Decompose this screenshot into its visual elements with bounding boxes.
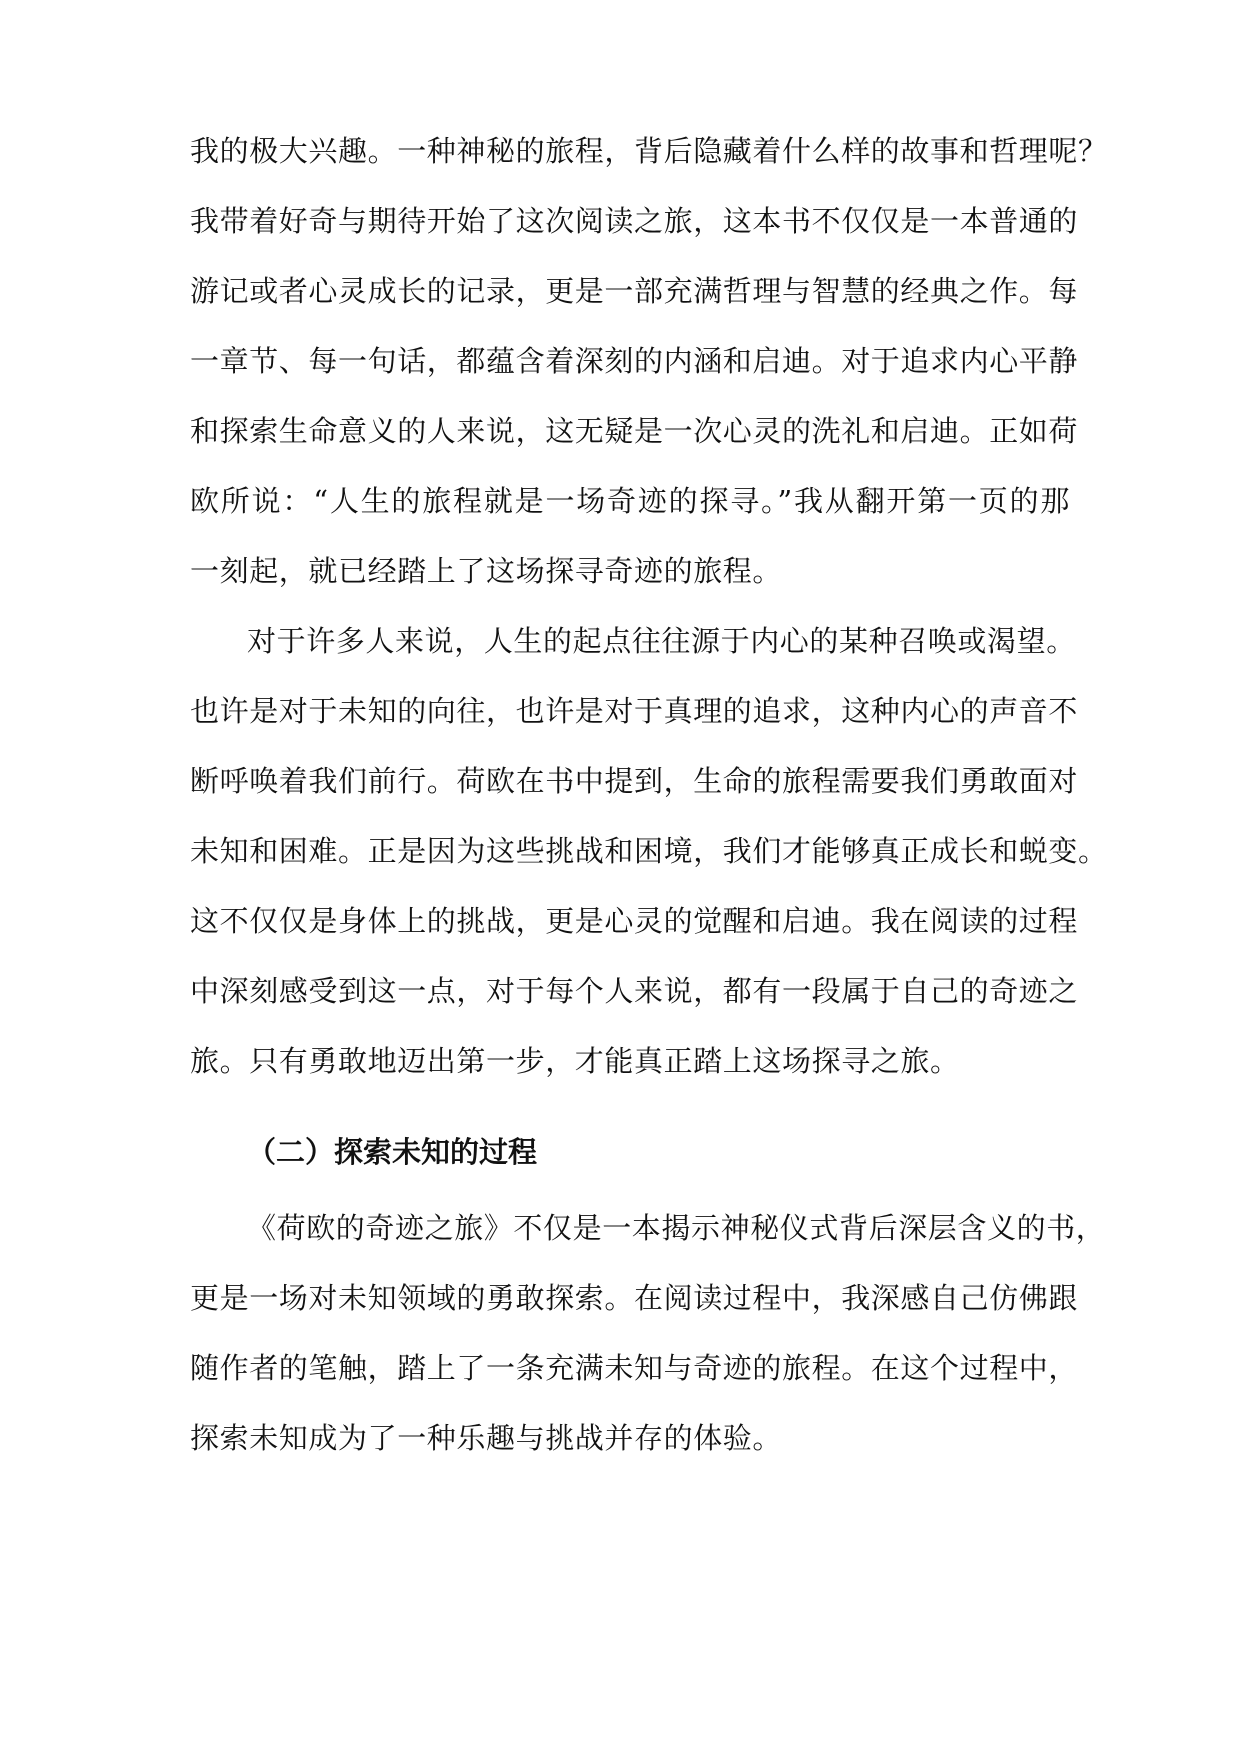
- paragraph-1-line-5: 和探索生命意义的人来说，这无疑是一次心灵的洗礼和启迪。正如荷: [190, 414, 1079, 448]
- paragraph-1-line-3: 游记或者心灵成长的记录，更是一部充满哲理与智慧的经典之作。每: [190, 274, 1079, 308]
- paragraph-3-line-1: 《荷欧的奇迹之旅》不仅是一本揭示神秘仪式背后深层含义的书，: [247, 1211, 1106, 1245]
- paragraph-1-line-7: 一刻起，就已经踏上了这场探寻奇迹的旅程。: [190, 554, 783, 588]
- paragraph-2-line-4: 未知和困难。正是因为这些挑战和困境，我们才能够真正成长和蜕变。: [190, 834, 1108, 868]
- paragraph-1-line-4: 一章节、每一句话，都蕴含着深刻的内涵和启迪。对于追求内心平静: [190, 344, 1079, 378]
- paragraph-3-line-2: 更是一场对未知领域的勇敢探索。在阅读过程中，我深感自己仿佛跟: [190, 1281, 1079, 1315]
- paragraph-2-line-3: 断呼唤着我们前行。荷欧在书中提到，生命的旅程需要我们勇敢面对: [190, 764, 1079, 798]
- paragraph-1-line-1: 我的极大兴趣。一种神秘的旅程，背后隐藏着什么样的故事和哲理呢？: [190, 134, 1108, 168]
- paragraph-2-line-7: 旅。只有勇敢地迈出第一步，才能真正踏上这场探寻之旅。: [190, 1044, 960, 1078]
- paragraph-2-line-6: 中深刻感受到这一点，对于每个人来说，都有一段属于自己的奇迹之: [190, 974, 1079, 1008]
- paragraph-3-line-3: 随作者的笔触，踏上了一条充满未知与奇迹的旅程。在这个过程中，: [190, 1351, 1079, 1385]
- paragraph-2-line-1: 对于许多人来说，人生的起点往往源于内心的某种召唤或渴望。: [247, 624, 1076, 658]
- paragraph-2-line-2: 也许是对于未知的向往，也许是对于真理的追求，这种内心的声音不: [190, 694, 1079, 728]
- paragraph-2-line-5: 这不仅仅是身体上的挑战，更是心灵的觉醒和启迪。我在阅读的过程: [190, 904, 1079, 938]
- paragraph-1-line-2: 我带着好奇与期待开始了这次阅读之旅，这本书不仅仅是一本普通的: [190, 204, 1079, 238]
- paragraph-1-line-6: 欧所说：“人生的旅程就是一场奇迹的探寻。”我从翻开第一页的那: [190, 484, 1070, 518]
- section-heading: （二）探索未知的过程: [247, 1135, 538, 1169]
- paragraph-3-line-4: 探索未知成为了一种乐趣与挑战并存的体验。: [190, 1421, 783, 1455]
